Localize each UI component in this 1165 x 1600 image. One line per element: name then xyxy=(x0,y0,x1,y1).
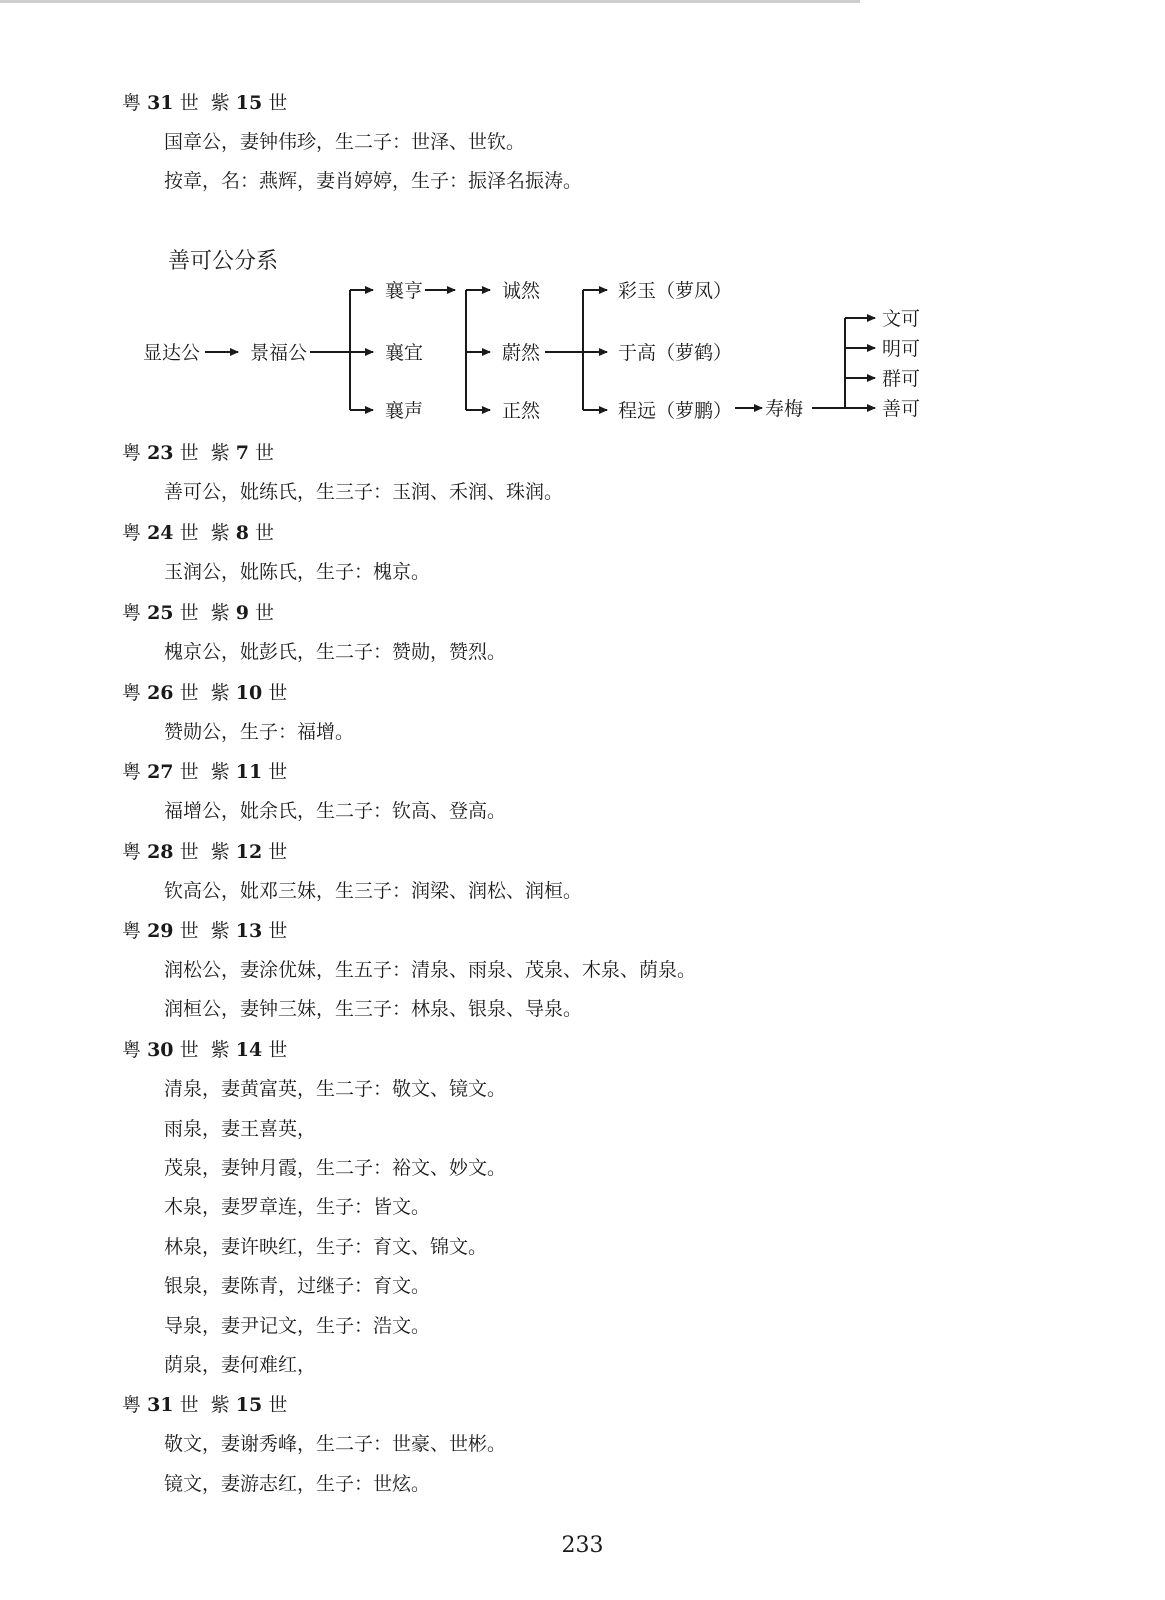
generation-header: 粤 25 世 紫 9 世 xyxy=(122,602,275,624)
generation-header: 粤 29 世 紫 13 世 xyxy=(122,920,288,942)
tree-node: 襄声 xyxy=(385,400,424,422)
entry-line: 玉润公，妣陈氏，生子：槐京。 xyxy=(164,561,431,583)
tree-node: 善可 xyxy=(882,398,921,420)
tree-node: 正然 xyxy=(502,400,541,422)
branch-title: 善可公分系 xyxy=(168,249,279,274)
entry-line: 钦高公，妣邓三妹，生三子：润梁、润松、润桓。 xyxy=(164,880,583,902)
entry-line: 木泉，妻罗章连，生子：皆文。 xyxy=(164,1196,431,1218)
generation-header: 粤 23 世 紫 7 世 xyxy=(122,442,275,464)
entry-line: 润桓公，妻钟三妹，生三子：林泉、银泉、导泉。 xyxy=(164,998,583,1020)
entry-line: 槐京公，妣彭氏，生二子：赞勋，赞烈。 xyxy=(164,641,507,663)
entry-line: 林泉，妻许映红，生子：育文、锦文。 xyxy=(164,1236,488,1258)
tree-node: 蔚然 xyxy=(502,342,541,364)
entry-line: 福增公，妣余氏，生二子：钦高、登高。 xyxy=(164,800,507,822)
page-number: 233 xyxy=(561,1533,604,1558)
entry-line: 清泉，妻黄富英，生二子：敬文、镜文。 xyxy=(164,1078,507,1100)
tree-node-root: 显达公 xyxy=(143,342,201,364)
entry-line: 镜文，妻游志红，生子：世炫。 xyxy=(164,1473,431,1495)
tree-node-child: 景福公 xyxy=(250,342,308,364)
generation-header: 粤 26 世 紫 10 世 xyxy=(122,682,288,704)
entry-line: 茂泉，妻钟月霞，生二子：裕文、妙文。 xyxy=(164,1157,507,1179)
tree-node: 襄亨 xyxy=(385,280,424,302)
entry-line: 润松公，妻涂优妹，生五子：清泉、雨泉、茂泉、木泉、荫泉。 xyxy=(164,959,697,981)
tree-node: 程远（萝鹏） xyxy=(618,400,733,422)
tree-node: 寿梅 xyxy=(765,398,804,420)
tree-node: 明可 xyxy=(882,338,921,360)
tree-node: 诚然 xyxy=(502,280,541,302)
entry-line: 赞勋公，生子：福增。 xyxy=(164,721,355,743)
generation-header: 粤 28 世 紫 12 世 xyxy=(122,841,288,863)
tree-node: 彩玉（萝凤） xyxy=(618,280,733,302)
generation-header: 粤 24 世 紫 8 世 xyxy=(122,522,275,544)
entry-line: 银泉，妻陈青，过继子：育文。 xyxy=(164,1275,431,1297)
tree-node: 于高（萝鹤） xyxy=(618,342,733,364)
entry-line: 雨泉，妻王喜英， xyxy=(164,1118,317,1140)
generation-header: 粤 30 世 紫 14 世 xyxy=(122,1039,288,1061)
entry-line: 荫泉，妻何难红， xyxy=(164,1354,317,1376)
generation-header: 粤 27 世 紫 11 世 xyxy=(122,761,288,783)
entry-line: 国章公，妻钟伟珍，生二子：世泽、世钦。 xyxy=(164,131,526,153)
entry-line: 敬文，妻谢秀峰，生二子：世豪、世彬。 xyxy=(164,1433,507,1455)
tree-node: 群可 xyxy=(882,368,921,390)
entry-line: 导泉，妻尹记文，生子：浩文。 xyxy=(164,1315,431,1337)
generation-header: 粤 31 世 紫 15 世 xyxy=(122,92,288,114)
entry-line: 按章，名：燕辉，妻肖婷婷，生子：振泽名振涛。 xyxy=(164,170,583,192)
generation-header: 粤 31 世 紫 15 世 xyxy=(122,1394,288,1416)
tree-node: 襄宜 xyxy=(385,342,424,364)
tree-node: 文可 xyxy=(882,308,921,330)
entry-line: 善可公，妣练氏，生三子：玉润、禾润、珠润。 xyxy=(164,481,564,503)
